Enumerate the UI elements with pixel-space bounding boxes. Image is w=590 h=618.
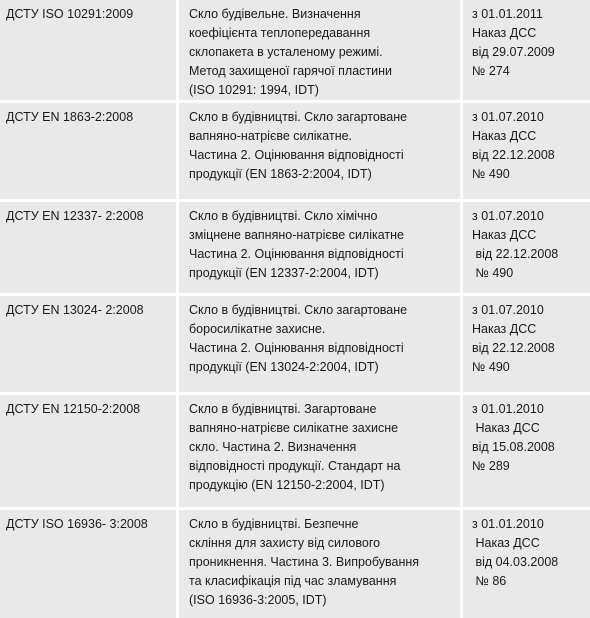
- standard-designation: ДСТУ EN 12337- 2:2008: [0, 202, 176, 293]
- standard-title: [179, 395, 460, 507]
- order-line: Наказ ДСС: [472, 322, 537, 336]
- order-line: Наказ ДСС: [472, 536, 540, 550]
- standard-title-line: продукції (EN 12337-2:2004, IDT): [189, 266, 379, 280]
- standard-designation: ДСТУ EN 1863-2:2008: [0, 103, 176, 199]
- standard-title-line: Частина 2. Оцінювання відповідності: [189, 247, 404, 261]
- order-line: з 01.07.2010: [472, 303, 544, 317]
- standard-title-line: Скло будівельне. Визначення: [189, 7, 361, 21]
- table-row: [0, 202, 590, 293]
- order-line: з 01.01.2010: [472, 517, 544, 531]
- standard-title: [179, 202, 460, 293]
- standard-title-line: продукцію (EN 12150-2:2004, IDT): [189, 478, 385, 492]
- standard-title-line: Скло в будівництві. Скло загартоване: [189, 303, 408, 317]
- effective-date-order: [463, 0, 590, 100]
- order-line: Наказ ДСС: [472, 421, 540, 435]
- standard-title-line: Скло в будівництві. Загартоване: [189, 402, 377, 416]
- order-line: № 490: [472, 266, 514, 280]
- standard-title-line: коефіцієнта теплопередавання: [189, 26, 371, 40]
- order-line: з 01.07.2010: [472, 110, 544, 124]
- standard-title-line: зміцнене вапняно-натрієве силікатне: [189, 228, 404, 242]
- standard-designation: ДСТУ EN 12150-2:2008: [0, 395, 176, 507]
- table-row: [0, 296, 590, 392]
- standard-title-line: та класифікація під час зламування: [189, 574, 397, 588]
- order-line: Наказ ДСС: [472, 129, 537, 143]
- standard-title-line: вапняно-натрієве силікатне захисне: [189, 421, 399, 435]
- standard-title-line: Частина 2. Оцінювання відповідності: [189, 148, 404, 162]
- standard-title-line: Скло в будівництві. Скло хімічно: [189, 209, 378, 223]
- standard-title-line: склопакета в усталеному режимі.: [189, 45, 383, 59]
- table-row: [0, 103, 590, 199]
- standard-title: [179, 103, 460, 199]
- table-row: [0, 510, 590, 618]
- standard-title-line: скління для захисту від силового: [189, 536, 381, 550]
- standard-designation: ДСТУ ISО 16936- 3:2008: [0, 510, 176, 618]
- standard-title-line: Скло в будівництві. Безпечне: [189, 517, 359, 531]
- standard-designation: ДСТУ ISО 10291:2009: [0, 0, 176, 100]
- standard-title-line: (ISО 10291: 1994, IDT): [189, 83, 319, 97]
- standard-designation: ДСТУ EN 13024- 2:2008: [0, 296, 176, 392]
- order-line: № 490: [472, 167, 510, 181]
- order-line: від 29.07.2009: [472, 45, 555, 59]
- standard-title-line: (ISО 16936-3:2005, IDT): [189, 593, 327, 607]
- standard-title-line: Частина 2. Оцінювання відповідності: [189, 341, 404, 355]
- order-line: Наказ ДСС: [472, 228, 537, 242]
- standard-title: [179, 0, 460, 100]
- effective-date-order: [463, 510, 590, 618]
- effective-date-order: [463, 395, 590, 507]
- table-row: [0, 0, 590, 100]
- standard-title: [179, 510, 460, 618]
- order-line: з 01.07.2010: [472, 209, 544, 223]
- standard-title-line: боросилікатне захисне.: [189, 322, 326, 336]
- order-line: № 274: [472, 64, 510, 78]
- order-line: від 22.12.2008: [472, 247, 559, 261]
- standard-title-line: скло. Частина 2. Визначення: [189, 440, 357, 454]
- effective-date-order: [463, 202, 590, 293]
- effective-date-order: [463, 103, 590, 199]
- standard-title: [179, 296, 460, 392]
- order-line: № 86: [472, 574, 507, 588]
- order-line: від 22.12.2008: [472, 148, 555, 162]
- order-line: № 490: [472, 360, 510, 374]
- order-line: з 01.01.2010: [472, 402, 544, 416]
- standard-title-line: Скло в будівництві. Скло загартоване: [189, 110, 408, 124]
- standard-title-line: продукції (EN 1863-2:2004, IDT): [189, 167, 372, 181]
- standard-title-line: вапняно-натрієве силікатне.: [189, 129, 353, 143]
- standard-title-line: Метод захищеної гарячої пластини: [189, 64, 393, 78]
- order-line: Наказ ДСС: [472, 26, 537, 40]
- effective-date-order: [463, 296, 590, 392]
- table-row: [0, 395, 590, 507]
- order-line: № 289: [472, 459, 510, 473]
- standard-title-line: проникнення. Частина 3. Випробування: [189, 555, 420, 569]
- standard-title-line: продукції (EN 13024-2:2004, IDT): [189, 360, 379, 374]
- order-line: з 01.01.2011: [472, 7, 543, 21]
- order-line: від 15.08.2008: [472, 440, 555, 454]
- order-line: від 22.12.2008: [472, 341, 555, 355]
- order-line: від 04.03.2008: [472, 555, 559, 569]
- standard-title-line: відповідності продукції. Стандарт на: [189, 459, 401, 473]
